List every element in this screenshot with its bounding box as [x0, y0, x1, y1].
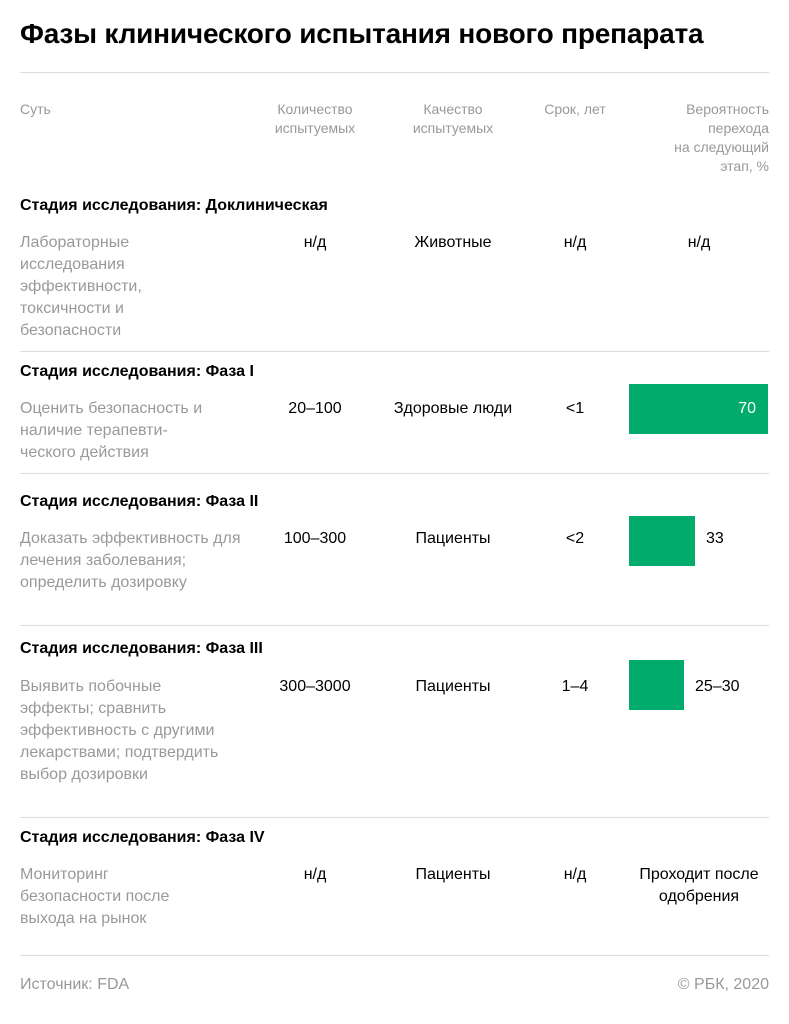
- stage-label: Стадия исследования: Фаза III: [20, 640, 263, 657]
- row-quantity: 20–100: [288, 400, 342, 417]
- row-description: Мониторинг безопасности после выхода на рынок: [20, 866, 170, 927]
- stage-label: Стадия исследования: Фаза IV: [20, 829, 265, 846]
- row-term: 1–4: [561, 678, 589, 695]
- row-description: Выявить побочные эффекты; сравнить эффективность с другими лекарствами; подтвердить выбор дозировки: [20, 678, 219, 783]
- row-quality: Здоровые люди: [393, 400, 513, 417]
- copyright: © РБК, 2020: [677, 976, 769, 993]
- row-description: Доказать эффективность для лечения заболевания; определить дозировку: [20, 530, 241, 591]
- row-description: Лабораторные исследования эффективности, токсичности и безопасности: [20, 234, 142, 339]
- row-quantity: 100–300: [283, 530, 347, 547]
- header-quantity: Количество испытуемых: [274, 101, 356, 136]
- stage-label: Стадия исследования: Доклиническая: [20, 197, 328, 214]
- row-term: <1: [565, 400, 585, 417]
- probability-bar: [629, 516, 695, 566]
- header-term: Срок, лет: [544, 101, 606, 117]
- divider: [20, 817, 769, 818]
- stage-label: Стадия исследования: Фаза I: [20, 363, 254, 380]
- row-quantity: н/д: [303, 234, 327, 251]
- row-term: <2: [565, 530, 585, 547]
- row-term: н/д: [563, 234, 587, 251]
- row-quality: Пациенты: [415, 678, 491, 695]
- probability-label: 70: [738, 400, 756, 417]
- probability-bar: [629, 660, 684, 710]
- row-quantity: н/д: [303, 866, 327, 883]
- row-description: Оценить безопасность и наличие терапевти-ческого действия: [20, 400, 203, 461]
- header-probability: Вероятность перехода на следующий этап, %: [674, 101, 769, 174]
- divider: [20, 625, 769, 626]
- header-essence: Суть: [20, 101, 51, 117]
- row-probability-text: н/д: [687, 234, 711, 251]
- row-quality: Пациенты: [415, 866, 491, 883]
- chart-title: Фазы клинического испытания нового препарата: [20, 18, 704, 49]
- divider: [20, 955, 769, 956]
- row-quality: Пациенты: [415, 530, 491, 547]
- row-quality: Животные: [414, 234, 492, 251]
- divider: [20, 473, 769, 474]
- row-term: н/д: [563, 866, 587, 883]
- row-quantity: 300–3000: [279, 678, 351, 695]
- probability-label: 33: [706, 530, 724, 547]
- row-probability-text: Проходит после одобрения: [639, 866, 759, 905]
- source-note: Источник: FDA: [20, 976, 130, 993]
- header-quality: Качество испытуемых: [412, 101, 494, 136]
- divider: [20, 351, 769, 352]
- probability-label: 25–30: [695, 678, 740, 695]
- stage-label: Стадия исследования: Фаза II: [20, 493, 259, 510]
- divider: [20, 72, 769, 73]
